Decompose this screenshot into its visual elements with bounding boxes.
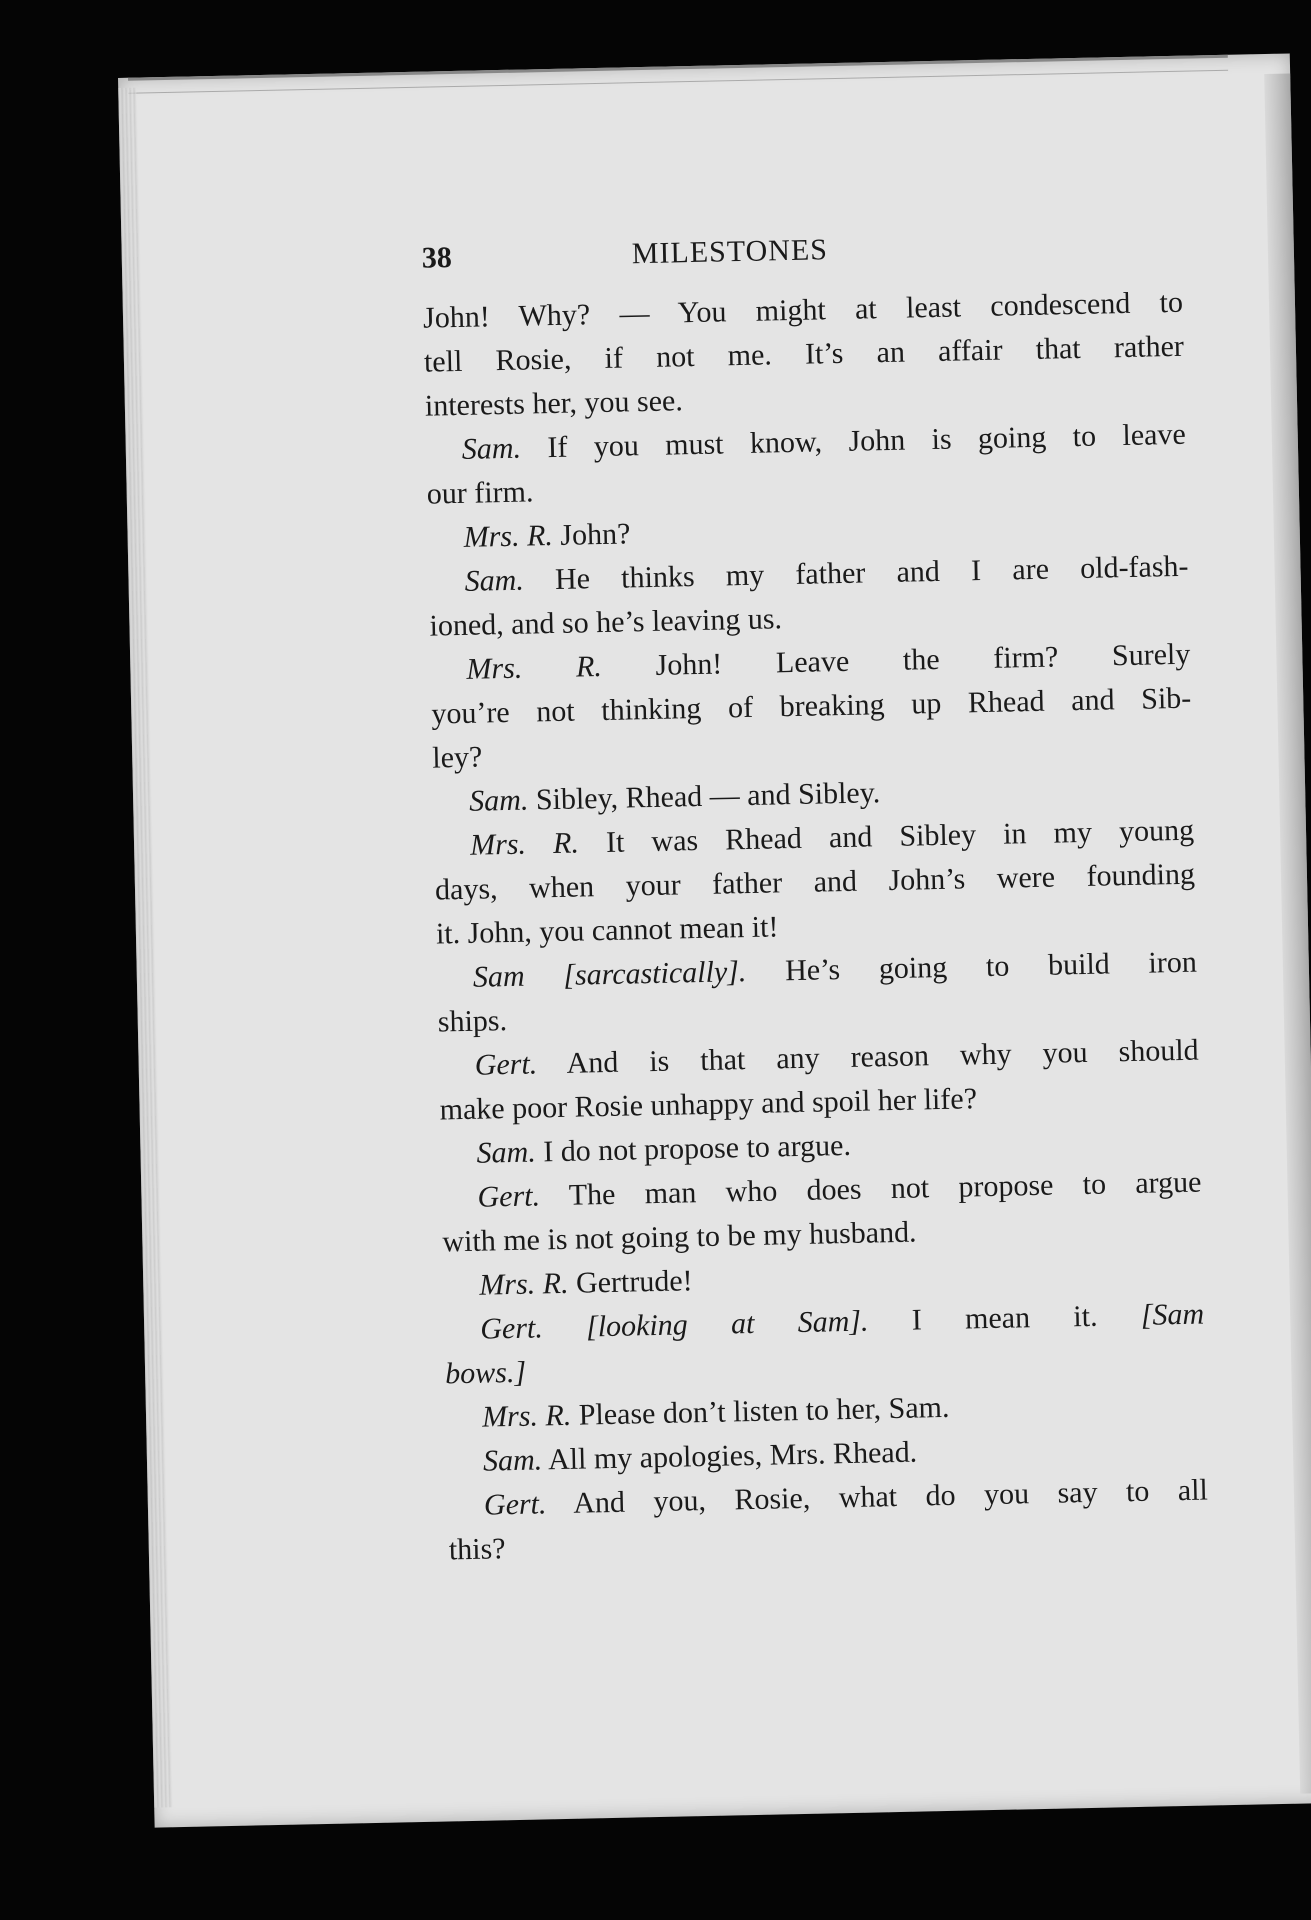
text-line: days, when your father and John’s were founding <box>434 857 1196 907</box>
dialogue-line: Sam. Sibley, Rhead — and Sibley. <box>468 776 881 818</box>
speaker-name: Mrs. R. <box>481 1398 572 1434</box>
text-line: ioned, and so he’s leaving us. <box>429 602 783 643</box>
page-number: 38 <box>421 241 453 275</box>
dialogue-line: Mrs. R. John! Leave the firm? Surely <box>466 637 1191 686</box>
speaker-name: Sam. <box>482 1443 543 1478</box>
dialogue-line: Gert. [looking at Sam]. I mean it. [Sam <box>479 1297 1205 1346</box>
dialogue-line: Gert. And you, Rosie, what do you say to all <box>483 1473 1209 1522</box>
speaker-name: Mrs. R. <box>479 1266 569 1302</box>
book-page <box>118 53 1311 1827</box>
dialogue-line: Sam. He thinks my father and I are old-fash- <box>464 549 1189 598</box>
speaker-name: Mrs. R. <box>463 518 554 554</box>
dialogue-line: Sam. I do not propose to argue. <box>476 1128 852 1170</box>
stage-direction: [Sam <box>1140 1297 1205 1332</box>
play-text <box>423 281 1210 1573</box>
speaker-name: Sam. <box>468 783 529 818</box>
stage-direction: [looking at Sam]. <box>585 1304 869 1344</box>
page-top-edge <box>128 55 1228 94</box>
speaker-name: Sam <box>472 959 525 994</box>
text-line: ley? <box>431 740 483 775</box>
speaker-name: Mrs. R. <box>466 650 603 686</box>
dialogue-line: Sam. All my apologies, Mrs. Rhead. <box>482 1435 918 1478</box>
page-header <box>421 225 1202 281</box>
speaker-name: Sam. <box>464 563 525 598</box>
dialogue-line: Mrs. R. Please don’t listen to her, Sam. <box>481 1390 950 1434</box>
text-line: tell Rosie, if not me. It’s an affair that rather <box>423 329 1185 379</box>
speaker-name: Gert. <box>483 1487 547 1522</box>
speaker-name: Sam. <box>476 1135 537 1170</box>
stage-direction: bows.] <box>444 1355 527 1391</box>
dialogue-line: Mrs. R. Gertrude! <box>479 1264 693 1302</box>
text-line: interests her, you see. <box>424 384 684 423</box>
speaker-name: Mrs. R. <box>469 826 580 862</box>
speaker-name: Gert. <box>479 1311 544 1346</box>
text-line: you’re not thinking of breaking up Rhead and Sib- <box>431 681 1192 731</box>
speaker-name: Gert. <box>477 1179 541 1214</box>
dialogue-line: Mrs. R. John? <box>463 517 631 554</box>
text-line: it. John, you cannot mean it! <box>435 910 779 951</box>
page-right-edge <box>1264 73 1311 1793</box>
text-line: our firm. <box>426 475 534 511</box>
speaker-name: Sam. <box>461 431 522 466</box>
dialogue-line: Sam [sarcastically]. He’s going to build iron <box>472 945 1198 994</box>
text-line: with me is not going to be my husband. <box>442 1215 917 1259</box>
text-line: John! Why? — You might at least condescend to <box>422 285 1184 335</box>
running-title: MILESTONES <box>631 233 829 271</box>
text-line: this? <box>448 1532 506 1567</box>
text-line: ships. <box>437 1004 508 1039</box>
dialogue-line: Sam. If you must know, John is going to leave <box>461 417 1187 466</box>
dialogue-line: Gert. The man who does not propose to argue <box>477 1165 1202 1214</box>
stage-direction: [sarcastically]. <box>562 955 747 992</box>
speaker-name: Gert. <box>474 1047 538 1082</box>
dialogue-line: Mrs. R. It was Rhead and Sibley in my young <box>469 813 1195 862</box>
text-line: make poor Rosie unhappy and spoil her life? <box>439 1082 978 1127</box>
dialogue-line: Gert. And is that any reason why you should <box>474 1033 1199 1082</box>
page-left-edge <box>118 88 172 1808</box>
